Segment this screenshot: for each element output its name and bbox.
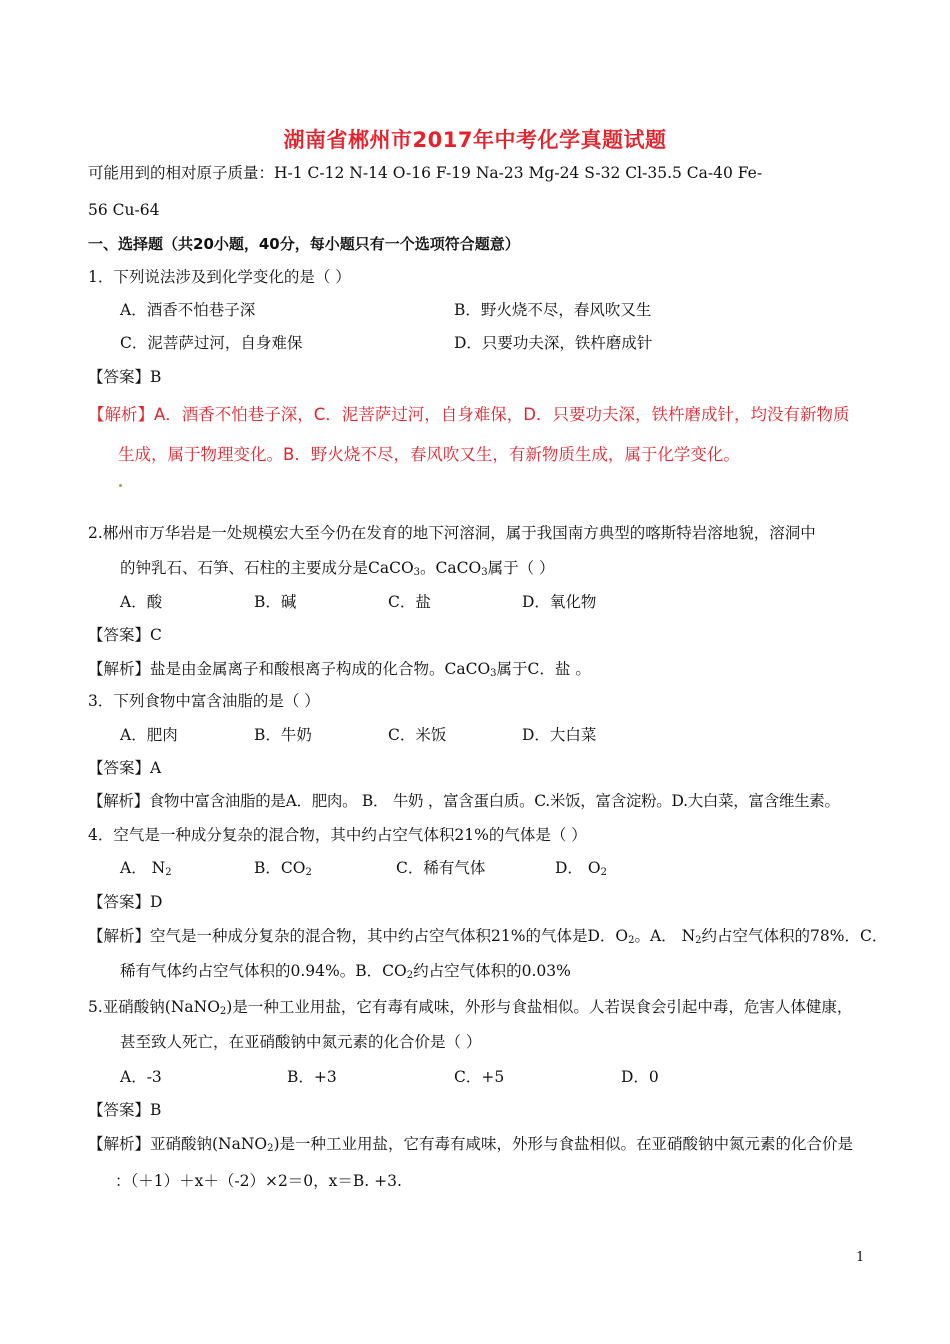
q2-option-a: A．酸 [120, 593, 163, 611]
q4-analysis2-sub: 2 [406, 970, 414, 981]
section-heading: 一、选择题（共20小题，40分，每小题只有一个选项符合题意） [88, 235, 520, 253]
green-dot-mark [119, 484, 122, 487]
q4-option-c: C．稀有气体 [396, 859, 486, 877]
q4-analysis-text-c: 约占空气体积的78%．C． [701, 927, 888, 945]
q4-option-d-text: D． O [555, 859, 601, 877]
q1-stem: 1．下列说法涉及到化学变化的是（ ） [88, 268, 351, 286]
q4-analysis-line-2 [120, 960, 571, 987]
q1-answer: 【答案】B [88, 368, 162, 386]
q4-option-b-text: B．CO [254, 859, 306, 877]
q2-stem-line-1: 2.郴州市万华岩是一处规模宏大至今仍在发育的地下河溶洞，属于我国南方典型的喀斯特岩溶地貌，溶洞中 [88, 524, 816, 542]
q2-stem-sub-1: 3 [413, 567, 421, 578]
q5-option-a: A．-3 [120, 1068, 162, 1086]
q4-option-b-sub: 2 [305, 867, 312, 878]
q4-analysis-sub-1: 2 [628, 935, 635, 946]
q3-option-a: A．肥肉 [120, 726, 178, 744]
q2-stem-text-b: 。CaCO [420, 559, 482, 577]
q5-analysis-text-b: )是一种工业用盐，它有毒有咸味，外形与食盐相似。在亚硝酸钠中氮元素的化合价是 [273, 1135, 854, 1153]
q5-analysis-line-2: ：（＋1）＋x＋（-2）×2＝0，x＝B. +3. [115, 1172, 402, 1190]
q2-analysis-sub: 3 [490, 668, 497, 679]
q5-option-b: B．+3 [287, 1068, 337, 1086]
q4-analysis-text-a: 【解析】空气是一种成分复杂的混合物，其中约占空气体积21%的气体是D．O [88, 927, 629, 945]
q1-option-a: A．酒香不怕巷子深 [120, 301, 256, 319]
q1-option-b: B．野火烧不尽，春风吹又生 [454, 301, 652, 319]
q2-stem-text-c: 属于（ ） [487, 559, 555, 577]
q2-option-d: D．氧化物 [522, 593, 597, 611]
q1-option-c: C．泥菩萨过河，自身难保 [120, 334, 303, 352]
q4-analysis2-text-a: 稀有气体约占空气体积的0.94%。B．CO [120, 962, 407, 980]
q4-option-b [254, 857, 312, 884]
page-title: 湖南省郴州市2017年中考化学真题试题 [283, 128, 667, 152]
q5-option-d: D．0 [621, 1068, 659, 1086]
q4-analysis-text-b: 。A． N [634, 927, 696, 945]
q3-answer: 【答案】A [88, 759, 162, 777]
q5-analysis-sub: 2 [267, 1143, 274, 1154]
q4-option-d [555, 857, 607, 884]
q5-analysis-text-a: 【解析】亚硝酸钠(NaNO [88, 1135, 268, 1153]
q1-analysis-line-2: 生成，属于物理变化。B．野火烧不尽，春风吹又生，有新物质生成，属于化学变化。 [118, 445, 740, 464]
q5-stem-text-a: 5.亚硝酸钠(NaNO [88, 998, 220, 1016]
q5-option-c: C．+5 [454, 1068, 505, 1086]
atomic-mass-line-1: 可能用到的相对原子质量：H-1 C-12 N-14 O-16 F-19 Na-23 Mg-24 S-32 Cl-35.5 Ca-40 Fe- [88, 164, 763, 182]
page-number: 1 [856, 1250, 865, 1265]
q1-analysis-line-1: 【解析】A．酒香不怕巷子深，C．泥菩萨过河，自身难保，D．只要功夫深，铁杵磨成针，均没有新物质 [88, 405, 850, 424]
q2-answer: 【答案】C [88, 626, 162, 644]
q3-option-c: C．米饭 [388, 726, 447, 744]
q3-option-b: B．牛奶 [254, 726, 312, 744]
q5-stem-text-b: )是一种工业用盐，它有毒有咸味，外形与食盐相似。人若误食会引起中毒，危害人体健康， [226, 998, 853, 1016]
q2-option-b: B．碱 [254, 593, 297, 611]
q2-option-c: C．盐 [388, 593, 431, 611]
q2-analysis-text-b: 属于C．盐 。 [496, 660, 591, 678]
q4-stem: 4．空气是一种成分复杂的混合物，其中约占空气体积21%的气体是（ ） [88, 826, 587, 844]
q4-option-a [120, 857, 172, 884]
atomic-mass-line-2: 56 Cu-64 [88, 201, 160, 219]
q4-answer: 【答案】D [88, 893, 163, 911]
q5-stem-line-2: 甚至致人死亡，在亚硝酸钠中氮元素的化合价是（ ） [120, 1033, 482, 1051]
q3-stem: 3．下列食物中富含油脂的是（ ） [88, 692, 320, 710]
q2-stem-sub-2: 3 [481, 567, 488, 578]
q4-analysis-line-1 [88, 925, 887, 952]
q3-option-d: D．大白菜 [522, 726, 597, 744]
q2-stem-line-2 [120, 557, 555, 584]
q4-option-d-sub: 2 [600, 867, 607, 878]
q1-option-d: D．只要功夫深，铁杵磨成针 [454, 334, 653, 352]
q5-stem-sub: 2 [219, 1006, 227, 1017]
q5-stem-line-1 [88, 996, 852, 1023]
q2-analysis [88, 658, 591, 685]
q4-option-a-sub: 2 [165, 867, 172, 878]
q4-analysis-sub-2: 2 [695, 935, 702, 946]
q2-analysis-text-a: 【解析】盐是由金属离子和酸根离子构成的化合物。CaCO [88, 660, 491, 678]
q3-analysis: 【解析】食物中富含油脂的是A．肥肉。 B． 牛奶 ，富含蛋白质。C.米饭，富含淀粉。D.大白菜，富含维生素。 [88, 792, 840, 810]
q5-analysis-line-1 [88, 1133, 853, 1160]
q4-analysis2-text-b: 约占空气体积的0.03% [413, 962, 571, 980]
q5-answer: 【答案】B [88, 1101, 162, 1119]
q2-stem-text-a: 的钟乳石、石笋、石柱的主要成分是CaCO [120, 559, 414, 577]
q4-option-a-text: A． N [120, 859, 166, 877]
